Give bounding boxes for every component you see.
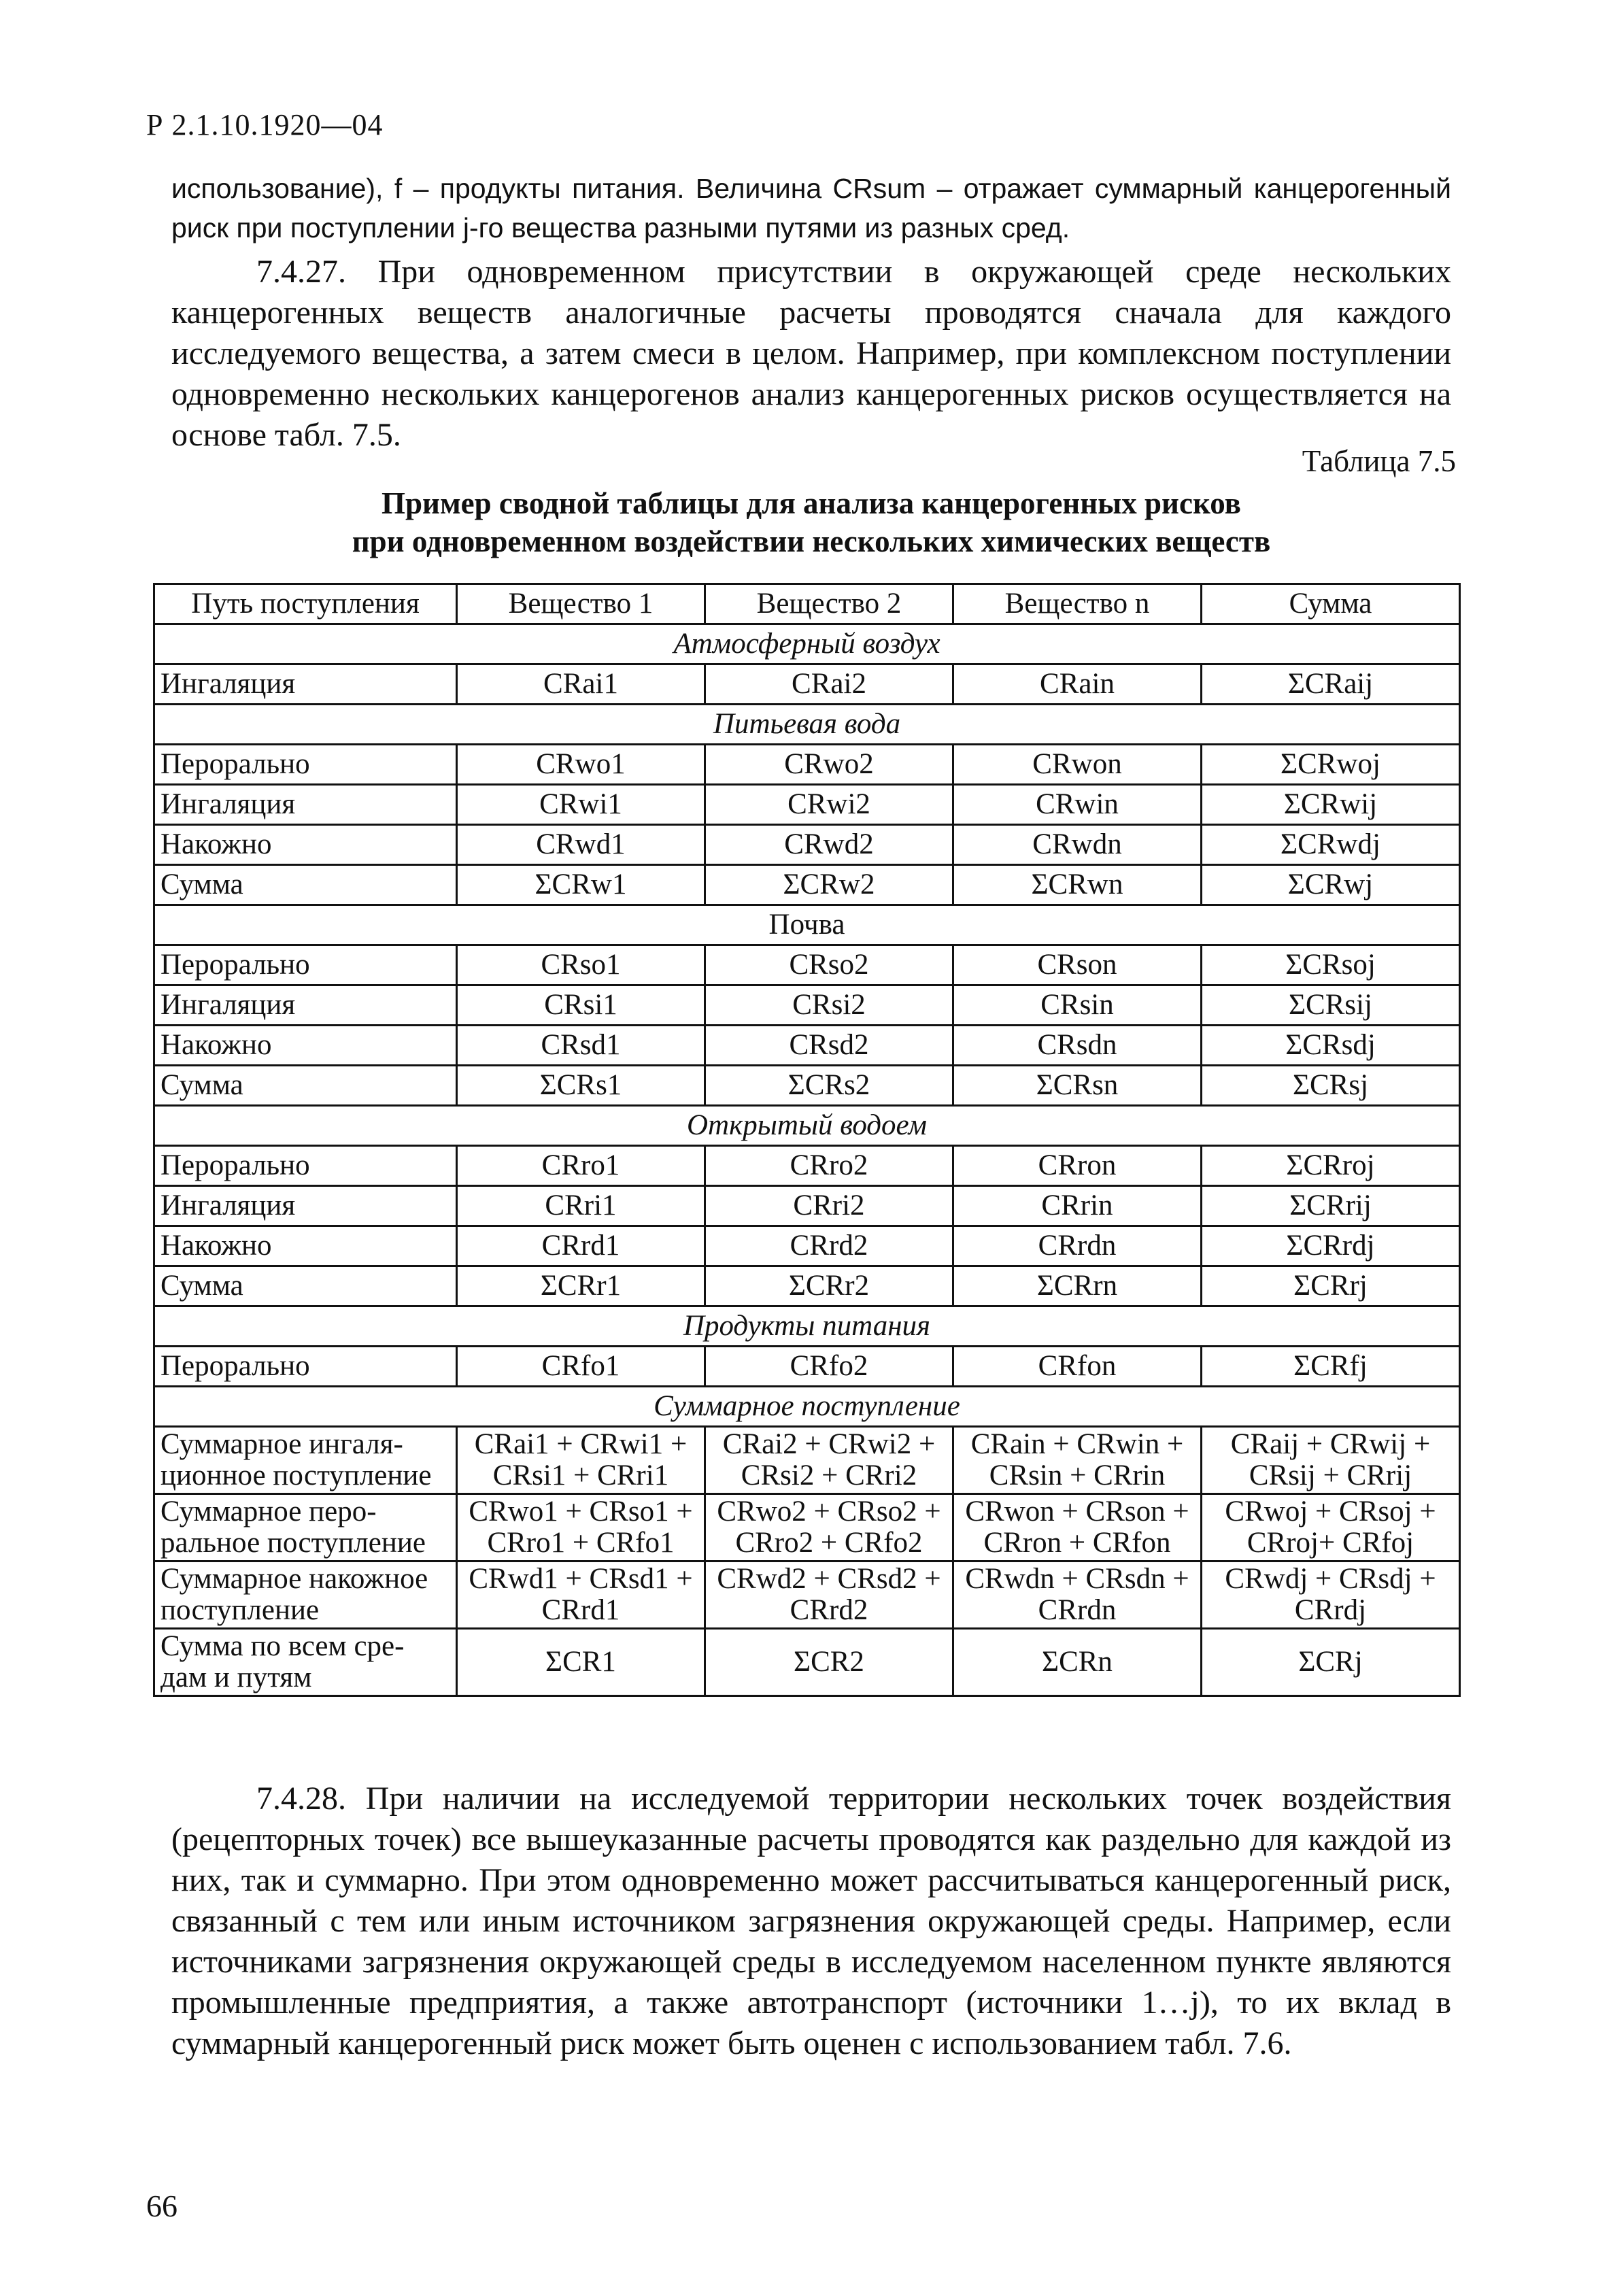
table-row — [154, 865, 1460, 905]
table-cell: ΣCRrdj — [1202, 1226, 1460, 1266]
table-cell: CRrd1 — [457, 1226, 705, 1266]
table-cell: ΣCRrn — [953, 1266, 1202, 1306]
table-cell: ΣCRsoj — [1202, 945, 1460, 985]
table-row — [154, 785, 1460, 825]
table-cell: ΣCRw1 — [457, 865, 705, 905]
row-label: Ингаляция — [154, 1186, 457, 1226]
table-row — [154, 1026, 1460, 1066]
table-cell: CRro1 — [457, 1146, 705, 1186]
table-cell: CRso2 — [705, 945, 953, 985]
table-cell: ΣCRs2 — [705, 1066, 953, 1106]
table-cell: CRai1 — [457, 664, 705, 705]
row-label: Суммарное перо-ральное поступление — [154, 1494, 457, 1561]
section-row — [154, 705, 1460, 745]
table-cell: CRsd2 — [705, 1026, 953, 1066]
row-label: Сумма по всем сре-дам и путям — [154, 1629, 457, 1696]
table-row — [154, 664, 1460, 705]
table-cell: CRwdj + CRsdj + CRrdj — [1202, 1561, 1460, 1629]
table-cell: ΣCRsj — [1202, 1066, 1460, 1106]
table-cell: ΣCRaij — [1202, 664, 1460, 705]
table-cell: CRwi1 — [457, 785, 705, 825]
table-cell: CRwo1 — [457, 745, 705, 785]
paragraph-7-4-28: 7.4.28. При наличии на исследуемой территории нескольких точек воздействия (рецепторных точек) все вышеуказанные расчеты проводятся как раздельно для каждой из них, так и суммарно. При этом одновременно может рассчитываться канцерогенный риск, связанный с тем или иным источником загрязнения окружающей среды. Например, если источниками загрязнения окружающей среды в исследуемом населенном пункте являются промышленные предприятия, а также автотранспорт (источники 1…j), то их вклад в суммарный канцерогенный риск может быть оценен с использованием табл. 7.6. — [171, 1780, 1451, 2061]
row-label: Сумма — [154, 1066, 457, 1106]
table-cell: CRai2 — [705, 664, 953, 705]
table-cell: CRro2 — [705, 1146, 953, 1186]
table-row — [154, 825, 1460, 865]
table-cell: ΣCRroj — [1202, 1146, 1460, 1186]
table-row — [154, 1146, 1460, 1186]
section-title: Открытый водоем — [154, 1106, 1460, 1146]
row-label: Перорально — [154, 1347, 457, 1387]
table-row — [154, 1226, 1460, 1266]
table-cell: CRrdn — [953, 1226, 1202, 1266]
table-cell: CRfo2 — [705, 1347, 953, 1387]
table-row — [154, 945, 1460, 985]
table-cell: ΣCRw2 — [705, 865, 953, 905]
table-row — [154, 1494, 1460, 1561]
row-label: Сумма — [154, 865, 457, 905]
section-row — [154, 1106, 1460, 1146]
table-cell: CRai1 + CRwi1 + CRsi1 + CRri1 — [457, 1427, 705, 1494]
table-cell: ΣCRrj — [1202, 1266, 1460, 1306]
row-label: Перорально — [154, 945, 457, 985]
table-cell: ΣCRfj — [1202, 1347, 1460, 1387]
section-row — [154, 905, 1460, 945]
table-cell: CRwdn + CRsdn + CRrdn — [953, 1561, 1202, 1629]
table-number: Таблица 7.5 — [1302, 444, 1456, 478]
table-cell: ΣCRwdj — [1202, 825, 1460, 865]
table-title-line-2: при одновременном воздействии нескольких химических веществ — [352, 524, 1271, 558]
table-cell: ΣCRr2 — [705, 1266, 953, 1306]
header-substance-2: Вещество 2 — [705, 584, 953, 624]
table-cell: ΣCRsdj — [1202, 1026, 1460, 1066]
row-label: Перорально — [154, 1146, 457, 1186]
table-cell: CRwon + CRson + CRron + CRfon — [953, 1494, 1202, 1561]
header-substance-n: Вещество n — [953, 584, 1202, 624]
row-label: Накожно — [154, 825, 457, 865]
table-cell: ΣCRwij — [1202, 785, 1460, 825]
table-cell: CRrd2 — [705, 1226, 953, 1266]
table-cell: ΣCRsij — [1202, 985, 1460, 1026]
table-header-row — [154, 584, 1460, 624]
table-cell: CRsin — [953, 985, 1202, 1026]
row-label: Сумма — [154, 1266, 457, 1306]
header-substance-1: Вещество 1 — [457, 584, 705, 624]
table-cell: CRsdn — [953, 1026, 1202, 1066]
row-label: Перорально — [154, 745, 457, 785]
table-cell: CRain + CRwin + CRsin + CRrin — [953, 1427, 1202, 1494]
table-row — [154, 1066, 1460, 1106]
table-row — [154, 745, 1460, 785]
table-cell: CRri1 — [457, 1186, 705, 1226]
row-label: Ингаляция — [154, 985, 457, 1026]
table-cell: CRwd1 — [457, 825, 705, 865]
table-cell: CRwo2 + CRso2 + CRro2 + CRfo2 — [705, 1494, 953, 1561]
table-cell: CRson — [953, 945, 1202, 985]
table-cell: CRsd1 — [457, 1026, 705, 1066]
table-cell: ΣCR2 — [705, 1629, 953, 1696]
table-cell: CRwd1 + CRsd1 + CRrd1 — [457, 1561, 705, 1629]
paragraph-7-4-27: 7.4.27. При одновременном присутствии в окружающей среде нескольких канцерогенных веществ аналогичные расчеты проводятся сначала для каждого исследуемого вещества, а затем смеси в целом. Например, при комплексном поступлении одновременно нескольких канцерогенов анализ канцерогенных рисков осуществляется на основе табл. 7.5. — [171, 254, 1451, 453]
table-cell: CRwi2 — [705, 785, 953, 825]
section-row — [154, 624, 1460, 664]
table-cell: ΣCRsn — [953, 1066, 1202, 1106]
table-cell: ΣCRs1 — [457, 1066, 705, 1106]
document-code: Р 2.1.10.1920—04 — [146, 108, 384, 141]
table-cell: CRso1 — [457, 945, 705, 985]
row-label: Ингаляция — [154, 664, 457, 705]
table-row — [154, 1186, 1460, 1226]
row-label: Накожно — [154, 1026, 457, 1066]
section-title: Суммарное поступление — [154, 1387, 1460, 1427]
row-label: Суммарное накожное поступление — [154, 1561, 457, 1629]
section-title: Продукты питания — [154, 1306, 1460, 1347]
intro-paragraph: использование), f – продукты питания. Величина CRsum – отражает суммарный канцерогенный риск при поступлении j-го вещества разными путями из разных сред. — [171, 173, 1451, 243]
table-cell: CRwon — [953, 745, 1202, 785]
table-cell: ΣCRr1 — [457, 1266, 705, 1306]
header-path: Путь поступления — [154, 584, 457, 624]
row-label: Ингаляция — [154, 785, 457, 825]
page-number: 66 — [146, 2189, 177, 2223]
table-cell: CRai2 + CRwi2 + CRsi2 + CRri2 — [705, 1427, 953, 1494]
section-row — [154, 1306, 1460, 1347]
section-title: Питьевая вода — [154, 705, 1460, 745]
section-title: Атмосферный воздух — [154, 624, 1460, 664]
table-cell: CRwoj + CRsoj + CRroj+ CRfoj — [1202, 1494, 1460, 1561]
table-row — [154, 985, 1460, 1026]
table-cell: CRsi1 — [457, 985, 705, 1026]
table-cell: CRwin — [953, 785, 1202, 825]
table-cell: CRwo2 — [705, 745, 953, 785]
table-row — [154, 1427, 1460, 1494]
row-label: Накожно — [154, 1226, 457, 1266]
table-cell: CRsi2 — [705, 985, 953, 1026]
table-cell: CRrin — [953, 1186, 1202, 1226]
table-cell: ΣCRwn — [953, 865, 1202, 905]
table-cell: ΣCRwj — [1202, 865, 1460, 905]
table-cell: CRfon — [953, 1347, 1202, 1387]
section-title: Почва — [154, 905, 1460, 945]
table-title-line-1: Пример сводной таблицы для анализа канцерогенных рисков — [381, 486, 1241, 520]
table-cell: CRain — [953, 664, 1202, 705]
table-cell: ΣCRn — [953, 1629, 1202, 1696]
table-cell: ΣCRwoj — [1202, 745, 1460, 785]
table-row — [154, 1266, 1460, 1306]
table-cell: CRwd2 + CRsd2 + CRrd2 — [705, 1561, 953, 1629]
table-cell: CRaij + CRwij + CRsij + CRrij — [1202, 1427, 1460, 1494]
row-label: Суммарное ингаля-ционное поступление — [154, 1427, 457, 1494]
table-row — [154, 1347, 1460, 1387]
table-row — [154, 1629, 1460, 1696]
table-cell: CRwd2 — [705, 825, 953, 865]
table-cell: ΣCRj — [1202, 1629, 1460, 1696]
table-row — [154, 1561, 1460, 1629]
table-cell: ΣCR1 — [457, 1629, 705, 1696]
table-cell: CRwo1 + CRso1 + CRro1 + CRfo1 — [457, 1494, 705, 1561]
risk-summary-table — [153, 583, 1461, 1697]
table-cell: CRfo1 — [457, 1347, 705, 1387]
header-sum: Сумма — [1202, 584, 1460, 624]
table-cell: CRri2 — [705, 1186, 953, 1226]
table-cell: CRron — [953, 1146, 1202, 1186]
table-cell: ΣCRrij — [1202, 1186, 1460, 1226]
section-row — [154, 1387, 1460, 1427]
table-title — [171, 484, 1451, 560]
table-cell: CRwdn — [953, 825, 1202, 865]
